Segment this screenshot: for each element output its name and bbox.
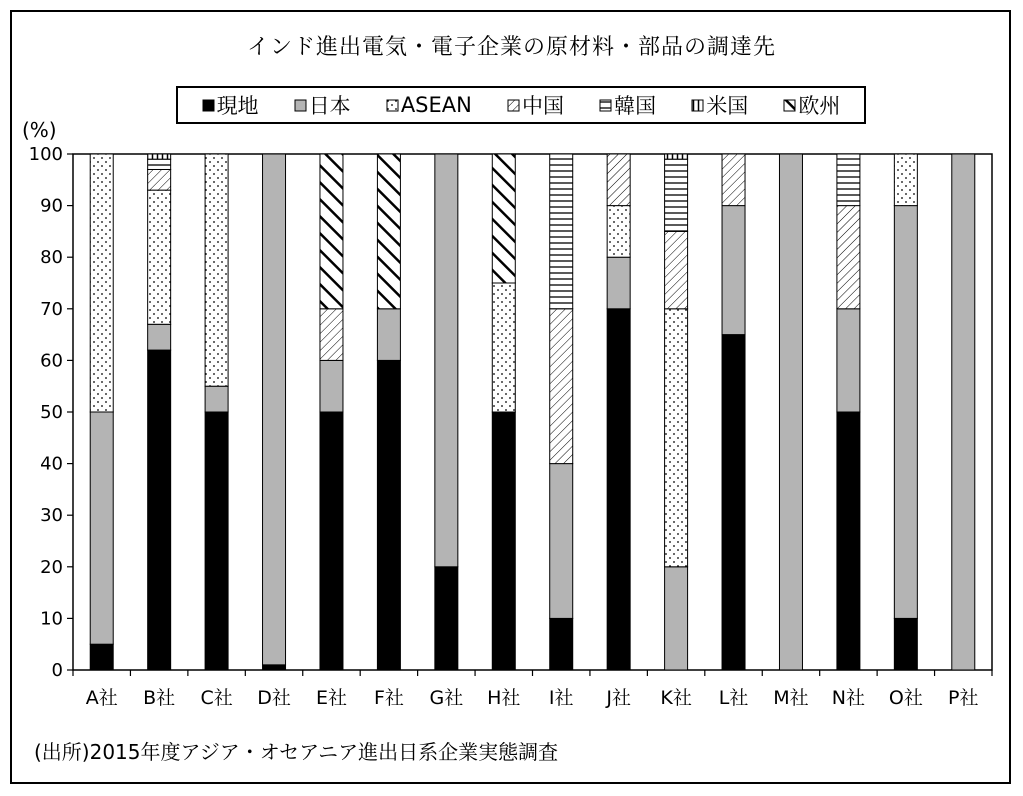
y-tick-label: 10 <box>40 608 63 630</box>
bar-segment-ASEAN-C社 <box>205 154 228 386</box>
bar-segment-日本-N社 <box>837 309 860 412</box>
bar-segment-日本-B社 <box>148 324 171 350</box>
x-category-label: H社 <box>487 687 521 709</box>
bar-segment-中国-J社 <box>607 154 630 206</box>
bar-segment-現地-B社 <box>148 350 171 670</box>
bar-segment-中国-E社 <box>320 309 343 361</box>
y-tick-label: 0 <box>51 660 63 681</box>
x-category-label: G社 <box>429 687 464 709</box>
bar-segment-中国-K社 <box>665 231 688 308</box>
source-note: (出所)2015年度アジア・オセアニア進出日系企業実態調査 <box>34 740 559 764</box>
bar-segment-現地-I社 <box>550 618 573 670</box>
bar-segment-日本-P社 <box>952 154 975 670</box>
bar-segment-韓国-I社 <box>550 154 573 309</box>
legend-label: 米国 <box>706 94 749 118</box>
bar-segment-日本-I社 <box>550 464 573 619</box>
y-tick-label: 20 <box>40 556 63 578</box>
bar-segment-日本-E社 <box>320 360 343 412</box>
bar-segment-日本-D社 <box>263 154 286 665</box>
bar-segment-中国-B社 <box>148 169 171 190</box>
bar-segment-欧州-H社 <box>492 154 515 283</box>
legend-label: ASEAN <box>400 93 472 117</box>
x-category-label: I社 <box>548 687 574 709</box>
bar-segment-日本-J社 <box>607 257 630 309</box>
legend-label: 欧州 <box>798 94 841 118</box>
y-tick-label: 70 <box>40 298 63 320</box>
bar-segment-現地-G社 <box>435 567 458 670</box>
y-tick-label: 40 <box>40 453 63 475</box>
bar-segment-中国-L社 <box>722 154 745 206</box>
bar-segment-ASEAN-O社 <box>894 154 917 206</box>
y-tick-label: 90 <box>40 195 63 217</box>
legend-label: 韓国 <box>614 94 657 118</box>
bar-segment-現地-D社 <box>263 665 286 670</box>
legend-label: 日本 <box>308 94 351 118</box>
y-tick-label: 80 <box>40 247 63 269</box>
legend-label: 現地 <box>216 94 259 118</box>
bar-segment-日本-M社 <box>779 154 802 670</box>
x-category-label: E社 <box>315 687 347 709</box>
x-category-label: A社 <box>85 687 118 709</box>
bar-segment-日本-G社 <box>435 154 458 567</box>
bar-segment-現地-H社 <box>492 412 515 670</box>
bar-segment-ASEAN-H社 <box>492 283 515 412</box>
bar-segment-現地-L社 <box>722 335 745 670</box>
bar-segment-中国-N社 <box>837 206 860 309</box>
bar-segment-現地-O社 <box>894 618 917 670</box>
bar-segment-ASEAN-K社 <box>665 309 688 567</box>
bar-segment-日本-F社 <box>377 309 400 361</box>
bar-segment-現地-N社 <box>837 412 860 670</box>
x-category-label: D社 <box>257 687 291 709</box>
x-category-label: B社 <box>143 687 176 709</box>
x-category-label: J社 <box>606 687 631 709</box>
bar-segment-欧州-F社 <box>377 154 400 309</box>
x-category-label: C社 <box>200 687 233 709</box>
bar-segment-日本-K社 <box>665 567 688 670</box>
x-category-label: O社 <box>888 687 923 709</box>
bar-segment-ASEAN-A社 <box>90 154 113 412</box>
bar-segment-日本-A社 <box>90 412 113 644</box>
chart-title: インド進出電気・電子企業の原材料・部品の調達先 <box>246 35 776 60</box>
bar-segment-中国-I社 <box>550 309 573 464</box>
x-category-label: K社 <box>660 687 692 709</box>
x-category-label: L社 <box>718 687 749 709</box>
x-category-label: N社 <box>831 687 866 709</box>
bar-segment-ASEAN-B社 <box>148 190 171 324</box>
y-tick-label: 100 <box>28 144 63 165</box>
y-tick-label: 50 <box>40 402 63 423</box>
bar-segment-韓国-B社 <box>148 159 171 169</box>
x-category-label: F社 <box>373 687 404 709</box>
bar-segment-現地-J社 <box>607 309 630 670</box>
bar-segment-米国-K社 <box>665 154 688 159</box>
y-tick-label: 30 <box>40 505 63 527</box>
legend-label: 中国 <box>521 94 564 118</box>
bar-segment-現地-E社 <box>320 412 343 670</box>
bar-segment-日本-L社 <box>722 206 745 335</box>
bar-segment-ASEAN-J社 <box>607 206 630 258</box>
bar-segment-韓国-N社 <box>837 154 860 206</box>
bar-segment-日本-O社 <box>894 206 917 619</box>
bar-segment-欧州-E社 <box>320 154 343 309</box>
bar-segment-現地-A社 <box>90 644 113 670</box>
bar-segment-韓国-K社 <box>665 159 688 231</box>
bar-segment-日本-C社 <box>205 386 228 412</box>
y-axis-unit-label: (%) <box>22 118 57 142</box>
x-category-label: P社 <box>948 687 979 709</box>
bar-segment-現地-C社 <box>205 412 228 670</box>
bar-segment-現地-F社 <box>377 360 400 670</box>
x-category-label: M社 <box>773 687 809 709</box>
bar-segment-米国-B社 <box>148 154 171 159</box>
y-tick-label: 60 <box>40 350 63 372</box>
